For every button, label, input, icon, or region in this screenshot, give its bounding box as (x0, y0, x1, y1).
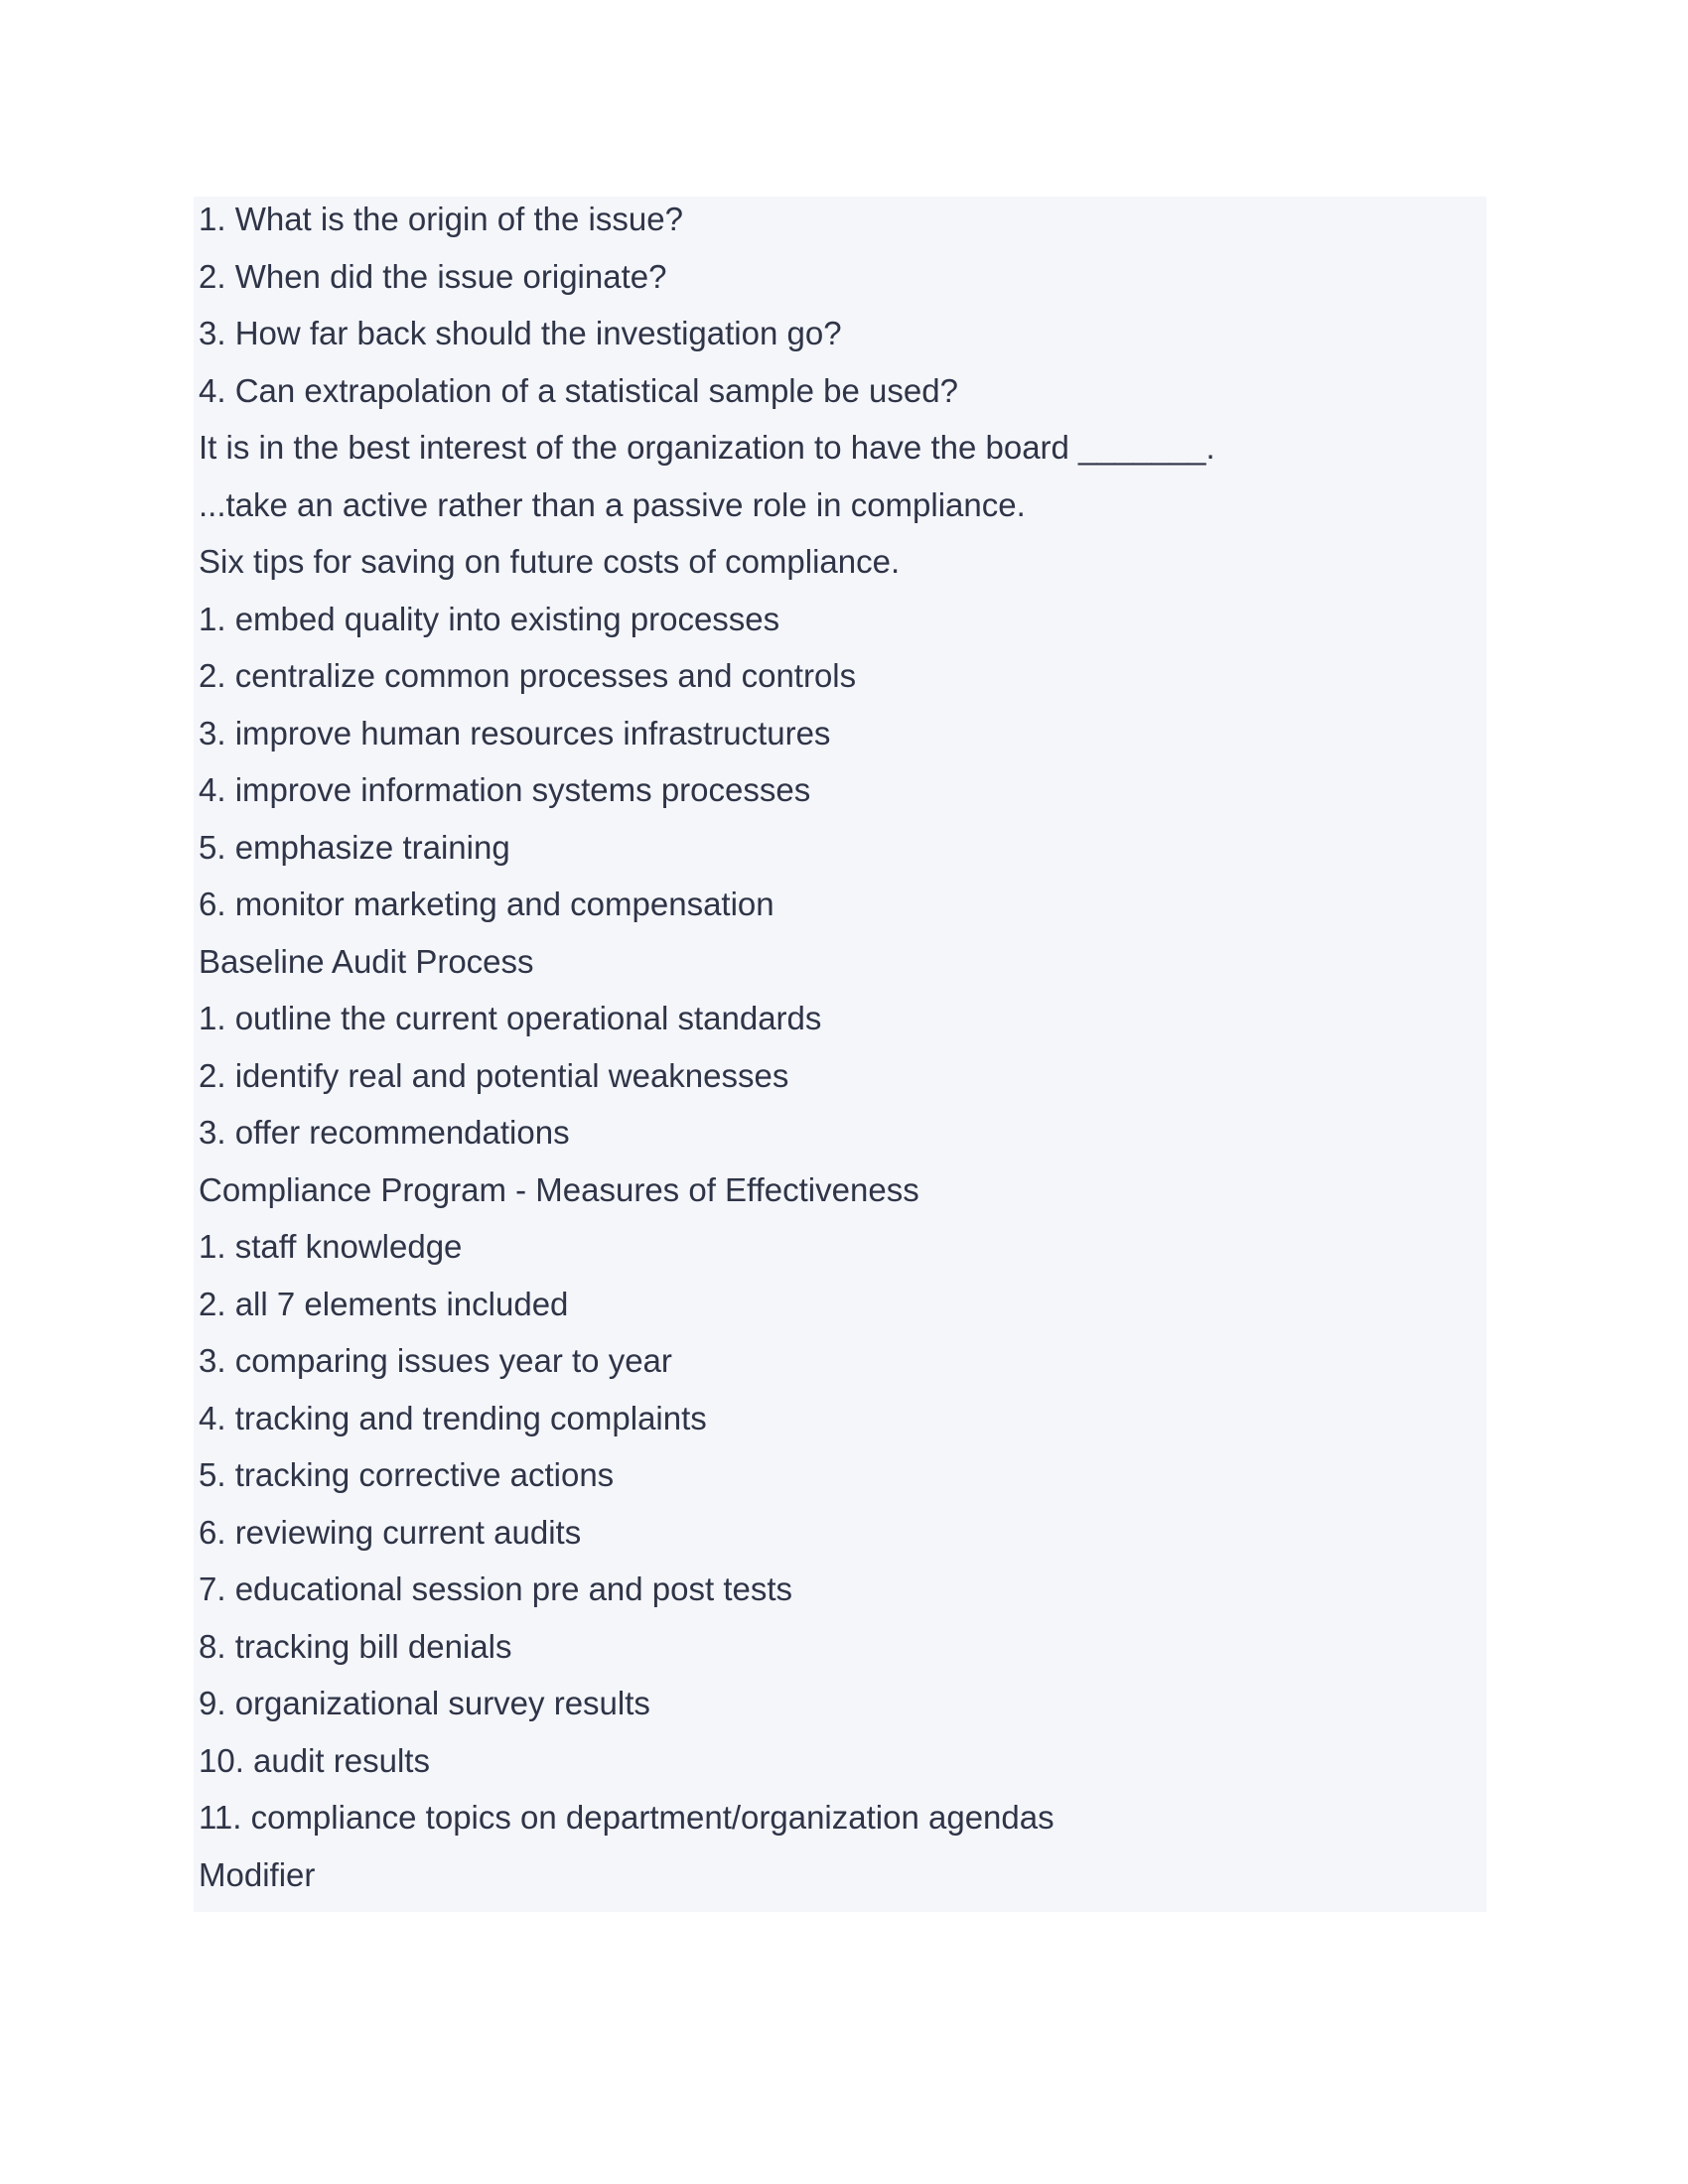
section-heading: Modifier (199, 1855, 316, 1893)
flashcard-answer: ...take an active rather than a passive role in compliance. (199, 485, 1026, 523)
text-line: 2. all 7 elements included (199, 1285, 569, 1322)
text-line: 9. organizational survey results (199, 1685, 650, 1721)
text-line: 3. offer recommendations (199, 1114, 570, 1151)
text-line: 6. monitor marketing and compensation (199, 886, 774, 922)
section-heading: Six tips for saving on future costs of compliance. (199, 543, 901, 580)
text-line: 2. centralize common processes and controls (199, 657, 857, 694)
text-line: 5. emphasize training (199, 828, 510, 866)
text-line: 3. comparing issues year to year (199, 1342, 672, 1379)
text-line: 10. audit results (199, 1741, 430, 1779)
flashcard-content-block (194, 197, 1486, 1912)
flashcard-question: It is in the best interest of the organization to have the board _______. (199, 429, 1215, 466)
text-line: 7. educational session pre and post tests (199, 1570, 793, 1607)
section-heading: Compliance Program - Measures of Effectiveness (199, 1170, 919, 1208)
text-line-list (199, 197, 1215, 1909)
text-line: 11. compliance topics on department/organization agendas (199, 1799, 1055, 1836)
text-line: 4. Can extrapolation of a statistical sample be used? (199, 371, 958, 409)
text-line: 1. staff knowledge (199, 1228, 463, 1265)
text-line: 5. tracking corrective actions (199, 1456, 615, 1493)
text-line: 8. tracking bill denials (199, 1627, 512, 1665)
text-line: 4. tracking and trending complaints (199, 1399, 707, 1436)
text-line: 2. identify real and potential weaknesses (199, 1056, 789, 1094)
text-line: 3. How far back should the investigation go? (199, 315, 842, 351)
text-line: 1. What is the origin of the issue? (199, 201, 683, 237)
text-line: 1. embed quality into existing processes (199, 600, 780, 637)
text-line: 4. improve information systems processes (199, 771, 811, 808)
text-line: 2. When did the issue originate? (199, 257, 667, 295)
text-line: 6. reviewing current audits (199, 1513, 582, 1551)
text-line: 1. outline the current operational standards (199, 1000, 822, 1036)
text-line: 3. improve human resources infrastructures (199, 714, 831, 751)
section-heading: Baseline Audit Process (199, 942, 534, 980)
